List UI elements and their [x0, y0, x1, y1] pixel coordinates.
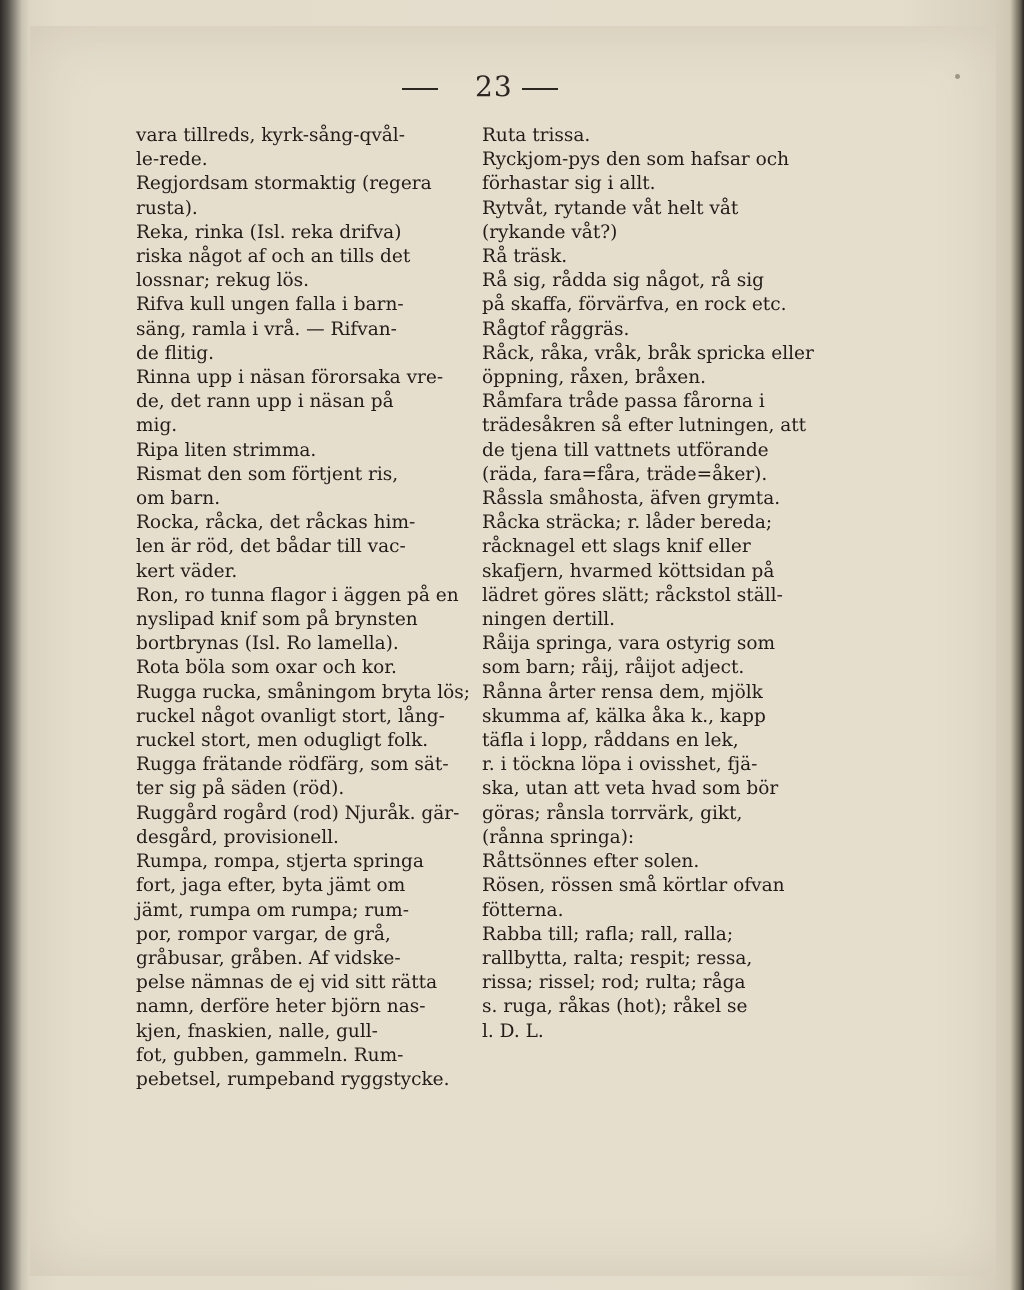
text-line: öppning, råxen, bråxen. [482, 367, 706, 389]
left-column [136, 124, 481, 1092]
text-line: Ruta trissa. [482, 125, 591, 146]
text-line: trädesåkren så efter lutningen, att [482, 415, 807, 437]
text-line: rissa; rissel; rod; rulta; råga [482, 972, 746, 994]
text-line: r. i töckna löpa i ovisshet, fjä- [482, 754, 758, 776]
text-line: Rå sig, rådda sig något, rå sig [482, 270, 765, 292]
right-column [482, 124, 842, 1044]
text-line: kert väder. [136, 560, 238, 582]
text-line: mig. [136, 415, 178, 437]
text-line: ruckel stort, men odugligt folk. [136, 730, 429, 752]
text-line: Regjordsam stormaktig (regera [136, 173, 432, 195]
text-line: på skaffa, förvärfva, en rock etc. [482, 294, 787, 316]
text-line: som barn; råij, råijot adject. [482, 657, 745, 679]
text-line: Ripa liten strimma. [136, 439, 317, 461]
text-line: l. D. L. [482, 1020, 544, 1042]
text-line: de flitig. [136, 342, 215, 364]
text-line: Råttsönnes efter solen. [482, 851, 700, 873]
text-line: förhastar sig i allt. [482, 173, 656, 195]
header-dash-right [522, 88, 558, 90]
text-line: s. ruga, råkas (hot); råkel se [482, 996, 748, 1018]
text-line: säng, ramla i vrå. — Rifvan- [136, 318, 397, 340]
text-line: Rågtof råggräs. [482, 318, 630, 340]
text-line: Rifva kull ungen falla i barn- [136, 294, 404, 316]
text-line: (räda, fara=fåra, träde=åker). [482, 463, 768, 485]
text-line: rallbytta, ralta; respit; ressa, [482, 947, 753, 969]
text-line: por, rompor vargar, de grå, [136, 923, 391, 945]
text-line: jämt, rumpa om rumpa; rum- [136, 899, 409, 921]
text-line: Rugga rucka, småningom bryta lös; [136, 681, 471, 703]
text-line: desgård, provisionell. [136, 826, 339, 848]
text-line: Ryckjom-pys den som hafsar och [482, 149, 790, 171]
header-dash-left [402, 88, 438, 90]
paper-spot [955, 74, 960, 79]
text-line: (rykande våt?) [482, 221, 618, 243]
text-line: om barn. [136, 488, 221, 510]
text-line: Rånna årter rensa dem, mjölk [482, 681, 763, 703]
text-line: pebetsel, rumpeband ryggstycke. [136, 1068, 450, 1090]
book-page [30, 26, 996, 1276]
text-line: ruckel något ovanligt stort, lång- [136, 705, 445, 727]
text-line: Ron, ro tunna flagor i äggen på en [136, 584, 459, 606]
text-line: kjen, fnaskien, nalle, gull- [136, 1020, 378, 1042]
text-line: lossnar; rekug lös. [136, 270, 310, 292]
text-line: pelse nämnas de ej vid sitt rätta [136, 972, 438, 994]
text-line: Råija springa, vara ostyrig som [482, 633, 776, 655]
text-line: bortbrynas (Isl. Ro lamella). [136, 633, 399, 655]
text-line: skafjern, hvarmed köttsidan på [482, 560, 775, 582]
text-line: namn, derföre heter björn nas- [136, 996, 426, 1018]
text-line: Rocka, råcka, det råckas him- [136, 512, 416, 534]
text-line: Råck, råka, vråk, bråk spricka eller [482, 342, 814, 364]
text-line: Råssla småhosta, äfven grymta. [482, 488, 781, 510]
text-line: Råmfara tråde passa fårorna i [482, 391, 765, 413]
text-line: de, det rann upp i näsan på [136, 391, 394, 413]
text-line: Rota böla som oxar och kor. [136, 657, 397, 679]
text-line: len är röd, det bådar till vac- [136, 536, 406, 558]
text-line: Rumpa, rompa, stjerta springa [136, 851, 424, 873]
text-line: täfla i lopp, råddans en lek, [482, 730, 739, 752]
text-line: vara tillreds, kyrk-sång-qvål- [136, 125, 405, 146]
text-line: fötterna. [482, 899, 564, 921]
text-line: ter sig på säden (röd). [136, 778, 345, 800]
text-line: råcknagel ett slags knif eller [482, 536, 751, 558]
text-line: Ruggård rogård (rod) Njuråk. gär- [136, 802, 460, 824]
text-line: le-rede. [136, 149, 208, 171]
text-line: Rå träsk. [482, 246, 568, 268]
text-line: Reka, rinka (Isl. reka drifva) [136, 221, 402, 243]
text-line: de tjena till vattnets utförande [482, 439, 769, 461]
page-number: 23 [475, 70, 513, 103]
text-line: nyslipad knif som på brynsten [136, 609, 418, 631]
text-line: ska, utan att veta hvad som bör [482, 778, 779, 800]
text-line: (rånna springa): [482, 826, 635, 848]
text-line: ningen dertill. [482, 609, 616, 631]
text-line: Rugga frätande rödfärg, som sät- [136, 754, 449, 776]
text-line: skumma af, kälka åka k., kapp [482, 705, 766, 727]
text-line: gråbusar, gråben. Af vidske- [136, 947, 401, 969]
text-line: Rinna upp i näsan förorsaka vre- [136, 367, 444, 389]
text-line: Rösen, rössen små körtlar ofvan [482, 875, 785, 897]
text-line: Rismat den som förtjent ris, [136, 463, 399, 485]
text-line: Råcka sträcka; r. låder bereda; [482, 512, 773, 534]
text-line: fort, jaga efter, byta jämt om [136, 875, 406, 897]
text-line: lädret göres slätt; råckstol ställ- [482, 584, 783, 606]
text-line: riska något af och an tills det [136, 246, 411, 268]
text-line: fot, gubben, gammeln. Rum- [136, 1044, 404, 1066]
text-line: göras; rånsla torrvärk, gikt, [482, 802, 743, 824]
text-line: Rabba till; rafla; rall, ralla; [482, 923, 734, 945]
text-line: Rytvåt, rytande våt helt våt [482, 197, 739, 219]
text-line: rusta). [136, 197, 198, 219]
